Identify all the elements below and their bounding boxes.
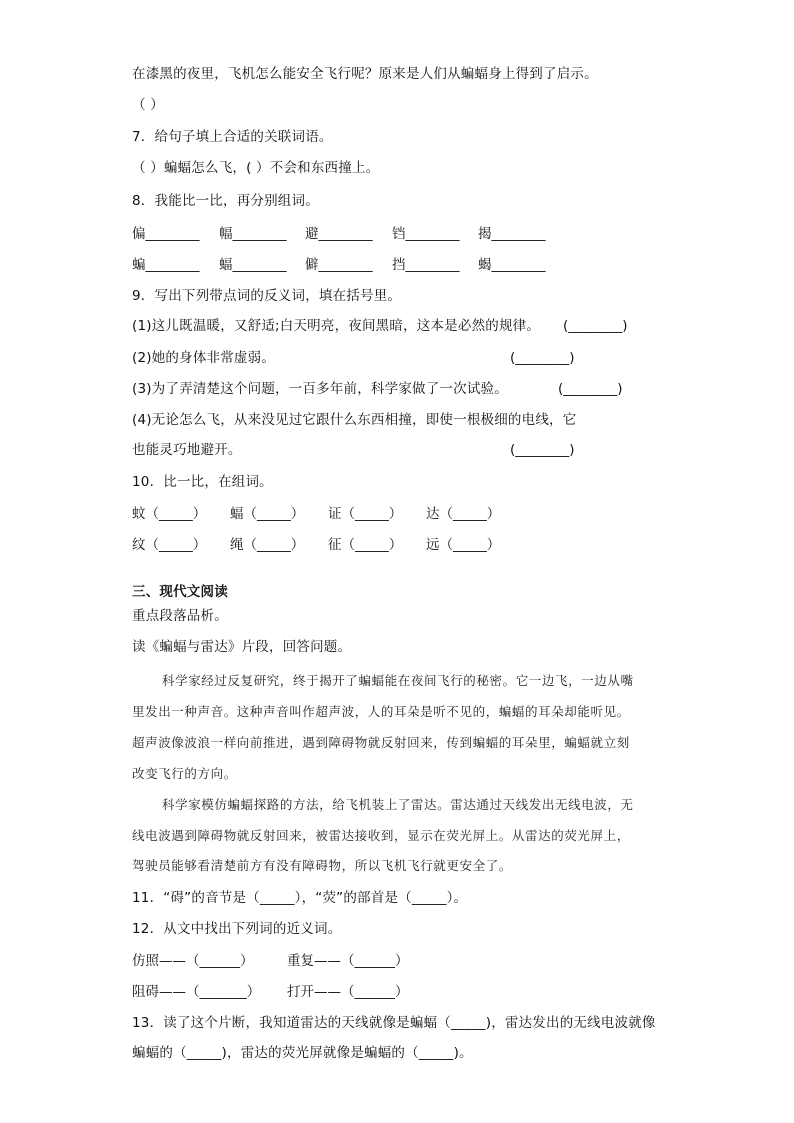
section-intro: 读《蝙蝠与雷达》片段，回答问题。: [132, 639, 352, 655]
q8-item[interactable]: 挡________: [392, 257, 460, 273]
q10-item[interactable]: 远（_____）: [426, 537, 501, 553]
passage-line: 改变飞行的方向。: [132, 766, 237, 781]
passage-line: 驾驶员能够看清楚前方有没有障碍物，所以飞机飞行就更安全了。: [132, 858, 512, 873]
q12-item[interactable]: 阻碍——（_______）: [132, 984, 261, 1000]
q8-item[interactable]: 铛________: [392, 226, 460, 242]
q10-item[interactable]: 达（_____）: [426, 506, 501, 522]
section-subtitle: 重点段落品析。: [132, 608, 228, 624]
q10-item[interactable]: 证（_____）: [328, 506, 403, 522]
q9-item-4-blank[interactable]: (________): [510, 442, 575, 458]
q9-item-3-blank[interactable]: (________): [558, 381, 623, 397]
q8-item[interactable]: 偏________: [132, 226, 200, 242]
q10-item[interactable]: 绳（_____）: [230, 537, 305, 553]
q9-item-2: (2)她的身体非常虚弱。: [132, 350, 276, 366]
q9-item-4: (4)无论怎么飞，从来没见过它跟什么东西相撞，即使一根极细的电线，它: [132, 412, 577, 428]
answer-blank[interactable]: （ ）: [132, 97, 164, 113]
q9-item-1: (1)这儿既温暖，又舒适;白天明亮，夜间黑暗，这本是必然的规律。: [132, 318, 541, 334]
question-text: 在漆黑的夜里，飞机怎么能安全飞行呢？原来是人们从蝙蝠身上得到了启示。: [132, 66, 598, 82]
question-11[interactable]: 11．“碍”的音节是（_____），“荧”的部首是（_____）。: [132, 890, 468, 906]
q8-item[interactable]: 幅________: [219, 226, 287, 242]
q9-item-2-blank[interactable]: (________): [510, 350, 575, 366]
passage-line: 科学家经过反复研究，终于揭开了蝙蝠能在夜间飞行的秘密。它一边飞，一边从嘴: [162, 673, 634, 688]
section-heading: 三、现代文阅读: [132, 584, 228, 600]
question-7-title: 7．给句子填上合适的关联词语。: [132, 129, 333, 145]
passage-line: 线电波遇到障碍物就反射回来，被雷达接收到，显示在荧光屏上。从雷达的荧光屏上，: [132, 828, 630, 843]
q12-item[interactable]: 打开——（______）: [287, 984, 409, 1000]
passage-line: 科学家模仿蝙蝠探路的方法，给飞机装上了雷达。雷达通过天线发出无线电波，无: [162, 797, 634, 812]
question-10-title: 10．比一比，在组词。: [132, 474, 273, 490]
question-13-line-2[interactable]: 蝙蝠的（_____)，雷达的荧光屏就像是蝙蝠的（_____)。: [132, 1045, 473, 1061]
q10-item[interactable]: 征（_____）: [328, 537, 403, 553]
q8-item[interactable]: 僻________: [305, 257, 373, 273]
passage-line: 里发出一种声音。这种声音叫作超声波，人的耳朵是听不见的，蝙蝠的耳朵却能听见。: [132, 704, 630, 719]
passage-line: 超声波像波浪一样向前推进，遇到障碍物就反射回来，传到蝙蝠的耳朵里，蝙蝠就立刻: [132, 735, 630, 750]
q9-item-1-blank[interactable]: (________): [563, 318, 628, 334]
q8-item[interactable]: 蝙________: [132, 257, 200, 273]
q10-item[interactable]: 蝠（_____）: [230, 506, 305, 522]
question-12-title: 12．从文中找出下列词的近义词。: [132, 921, 342, 937]
q8-item[interactable]: 避________: [305, 226, 373, 242]
question-8-title: 8．我能比一比，再分别组词。: [132, 193, 319, 209]
q9-item-3: (3)为了弄清楚这个问题，一百多年前，科学家做了一次试验。: [132, 381, 508, 397]
q9-item-4-cont: 也能灵巧地避开。: [132, 442, 242, 458]
q10-item[interactable]: 纹（_____）: [132, 537, 207, 553]
q8-item[interactable]: 揭________: [478, 226, 546, 242]
q8-item[interactable]: 蝠________: [219, 257, 287, 273]
question-7-sentence[interactable]: （ ）蝙蝠怎么飞，( ）不会和东西撞上。: [132, 160, 380, 176]
q12-item[interactable]: 仿照——（______）: [132, 953, 254, 969]
q10-item[interactable]: 蚊（_____）: [132, 506, 207, 522]
question-13-line-1[interactable]: 13．读了这个片断，我知道雷达的天线就像是蝙蝠（_____)，雷达发出的无线电波就像: [132, 1015, 656, 1031]
q12-item[interactable]: 重复——（______）: [287, 953, 409, 969]
question-9-title: 9．写出下列带点词的反义词，填在括号里。: [132, 288, 402, 304]
q8-item[interactable]: 蝎________: [478, 257, 546, 273]
